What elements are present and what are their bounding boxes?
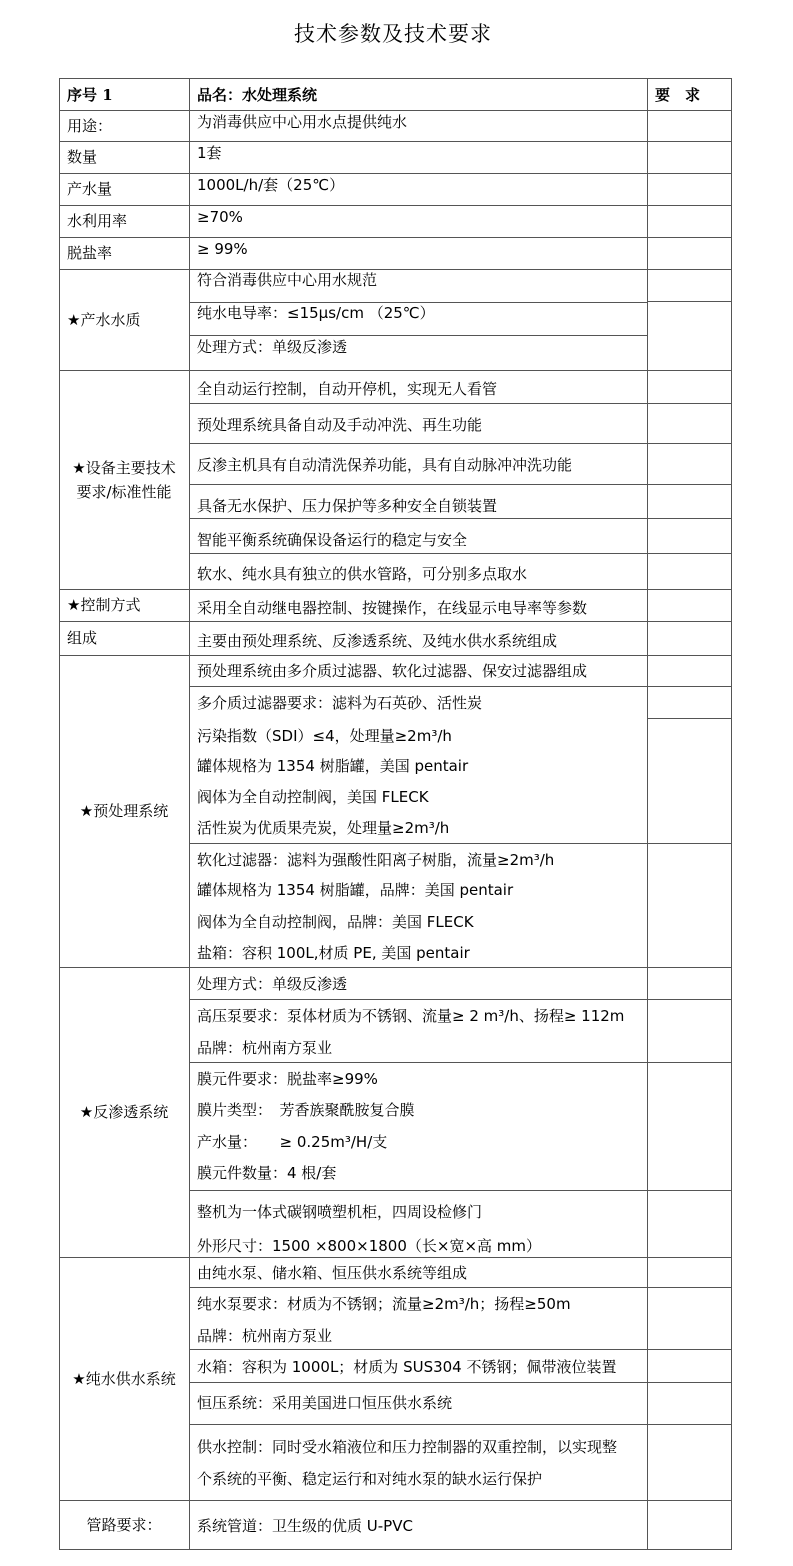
row-content-line: 处理方式：单级反渗透 [197, 338, 348, 356]
row-content-line: 膜元件要求：脱盐率≥99% [197, 1070, 378, 1088]
grid-line-h [647, 484, 732, 485]
row-label-text: 产水量 [67, 180, 113, 198]
grid-line-h [647, 1190, 732, 1191]
header-requirement: 要 求 [655, 86, 701, 104]
grid-line-h [189, 686, 648, 687]
grid-line-h [647, 518, 732, 519]
row-content-line: 阀体为全自动控制阀，美国 FLECK [197, 788, 429, 806]
grid-line-h [189, 484, 648, 485]
row-content-line: 具备无水保护、压力保护等多种安全自锁装置 [197, 497, 498, 515]
row-content-line: 品牌：杭州南方泵业 [197, 1039, 333, 1057]
row-content-line: 个系统的平衡、稳定运行和对纯水泵的缺水运行保护 [197, 1470, 543, 1488]
row-label [59, 110, 189, 141]
row-content-line: 全自动运行控制，自动开停机，实现无人看管 [197, 380, 498, 398]
row-content-line: ≥ 99% [197, 240, 248, 258]
row-content-line: 反渗主机具有自动清洗保养功能，具有自动脉冲冲洗功能 [197, 456, 573, 474]
row-label-text: 组成 [67, 629, 98, 647]
row-content-line: 污染指数（SDI）≤4，处理量≥2m³/h [197, 727, 452, 745]
grid-line-h [189, 1062, 648, 1063]
grid-line-h [647, 1349, 732, 1350]
grid-line-h [647, 718, 732, 719]
row-content-line: 软化过滤器：滤料为强酸性阳离子树脂，流量≥2m³/h [197, 851, 555, 869]
row-content-line: 阀体为全自动控制阀，品牌：美国 FLECK [197, 913, 474, 931]
row-label-text: ★设备主要技术要求/标准性能 [72, 458, 176, 501]
row-content-line: 恒压系统：采用美国进口恒压供水系统 [197, 1394, 453, 1412]
row-content-line: 预处理系统具备自动及手动冲洗、再生功能 [197, 416, 483, 434]
grid-line-h [189, 843, 648, 844]
row-label-text: 脱盐率 [67, 244, 113, 262]
grid-line-h [189, 1190, 648, 1191]
row-label [59, 237, 189, 269]
header-seq: 序号 1 [67, 86, 113, 104]
row-label-text: ★预处理系统 [79, 802, 169, 820]
grid-line-h [189, 302, 648, 303]
grid-line-h [647, 301, 732, 302]
row-content-line: 系统管道：卫生级的优质 U-PVC [197, 1517, 413, 1535]
grid-line-h [189, 1424, 648, 1425]
grid-line-h [647, 443, 732, 444]
row-content-line: 主要由预处理系统、反渗透系统、及纯水供水系统组成 [197, 632, 558, 650]
row-content-line: 采用全自动继电器控制、按键操作，在线显示电导率等参数 [197, 599, 588, 617]
row-content-line: 软水、纯水具有独立的供水管路，可分别多点取水 [197, 565, 528, 583]
grid-line-v [731, 78, 732, 1549]
row-label [59, 655, 189, 967]
grid-line-h [189, 1382, 648, 1383]
grid-line-h [189, 1349, 648, 1350]
row-content-line: 品牌：杭州南方泵业 [197, 1327, 333, 1345]
grid-line-h [647, 403, 732, 404]
row-content-line: 为消毒供应中心用水点提供纯水 [197, 113, 408, 131]
row-content-line: 处理方式：单级反渗透 [197, 975, 348, 993]
row-content-line: 多介质过滤器要求：滤料为石英砂、活性炭 [197, 694, 483, 712]
grid-line-h [189, 335, 648, 336]
row-label-text: 数量 [67, 148, 98, 166]
row-content-line: 盐箱：容积 100L,材质 PE, 美国 pentair [197, 944, 470, 962]
row-label-text: 水利用率 [67, 212, 128, 230]
row-content-line: 罐体规格为 1354 树脂罐，美国 pentair [197, 757, 469, 775]
row-label [59, 589, 189, 621]
row-label [59, 621, 189, 655]
grid-line-h [647, 553, 732, 554]
row-content-line: 纯水电导率：≤15μs/cm （25℃） [197, 304, 435, 322]
row-content-line: 由纯水泵、储水箱、恒压供水系统等组成 [197, 1264, 468, 1282]
row-label-text: ★反渗透系统 [79, 1103, 169, 1121]
header-product: 品名：水处理系统 [197, 86, 318, 104]
row-content-line: 活性炭为优质果壳炭，处理量≥2m³/h [197, 819, 450, 837]
grid-line-h [647, 1382, 732, 1383]
page-title: 技术参数及技术要求 [294, 22, 492, 46]
grid-line-h [647, 1287, 732, 1288]
row-content-line: 智能平衡系统确保设备运行的稳定与安全 [197, 531, 468, 549]
grid-line-h [647, 999, 732, 1000]
grid-line-h [189, 1287, 648, 1288]
row-content-line: 纯水泵要求：材质为不锈钢；流量≥2m³/h；扬程≥50m [197, 1295, 571, 1313]
grid-line-v [647, 78, 648, 1549]
grid-line-h [59, 78, 732, 79]
row-content-line: 水箱：容积为 1000L；材质为 SUS304 不锈钢；佩带液位装置 [197, 1358, 617, 1376]
grid-line-h [59, 1549, 732, 1550]
grid-line-h [647, 843, 732, 844]
row-content-line: 产水量： ≥ 0.25m³/H/支 [197, 1133, 388, 1151]
row-label [59, 967, 189, 1257]
row-content-line: 预处理系统由多介质过滤器、软化过滤器、保安过滤器组成 [197, 662, 588, 680]
grid-line-v [189, 78, 190, 1549]
row-label-text: ★控制方式 [67, 596, 141, 614]
grid-line-h [647, 1062, 732, 1063]
grid-line-h [189, 403, 648, 404]
row-label-text: ★产水水质 [67, 310, 141, 329]
row-label [59, 205, 189, 237]
row-label-text: 用途： [67, 116, 113, 135]
row-label [59, 1500, 189, 1549]
row-label [59, 370, 189, 589]
grid-line-h [189, 518, 648, 519]
row-content-line: 膜片类型： 芳香族聚酰胺复合膜 [197, 1101, 415, 1119]
grid-line-h [647, 686, 732, 687]
row-label [59, 1257, 189, 1500]
row-content-line: 1套 [197, 144, 222, 162]
grid-line-h [189, 999, 648, 1000]
row-label [59, 141, 189, 173]
row-content-line: 符合消毒供应中心用水规范 [197, 271, 378, 289]
row-content-line: 供水控制：同时受水箱液位和压力控制器的双重控制，以实现整 [197, 1438, 618, 1456]
grid-line-h [189, 443, 648, 444]
grid-line-h [189, 553, 648, 554]
row-label [59, 173, 189, 205]
row-label [59, 269, 189, 370]
row-content-line: 1000L/h/套（25℃） [197, 176, 345, 194]
row-content-line: 膜元件数量：4 根/套 [197, 1164, 337, 1182]
row-content-line: 外形尺寸：1500 ×800×1800（长×宽×高 mm） [197, 1237, 542, 1255]
grid-line-h [647, 1424, 732, 1425]
row-label-text: 管路要求： [86, 1515, 162, 1534]
row-content-line: 高压泵要求：泵体材质为不锈钢、流量≥ 2 m³/h、扬程≥ 112m [197, 1007, 625, 1025]
row-content-line: 整机为一体式碳钢喷塑机柜，四周设检修门 [197, 1203, 483, 1221]
row-content-line: ≥70% [197, 208, 243, 226]
row-content-line: 罐体规格为 1354 树脂罐，品牌：美国 pentair [197, 881, 514, 899]
row-label-text: ★纯水供水系统 [72, 1369, 176, 1388]
